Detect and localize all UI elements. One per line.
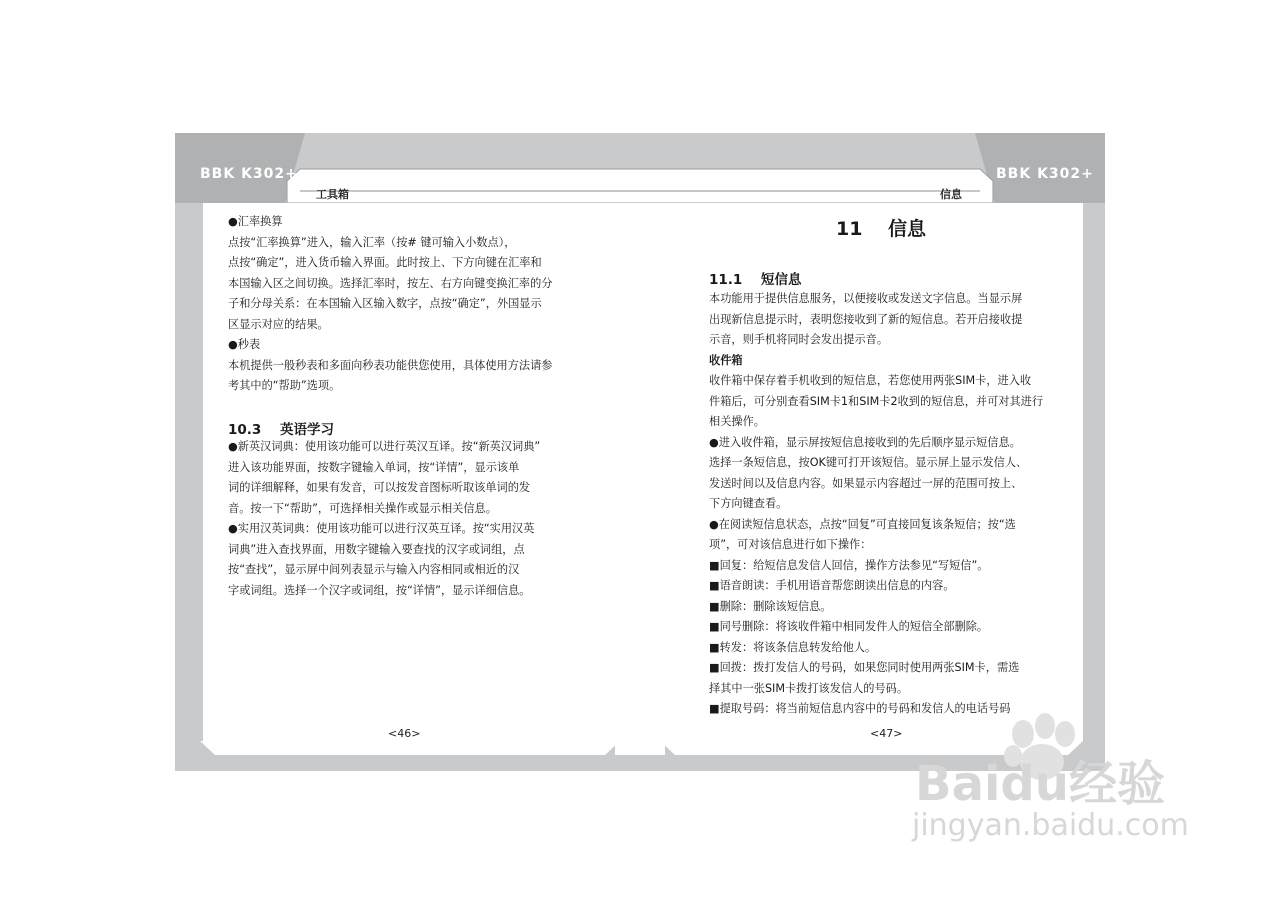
text-line: 下方向键查看。 [709, 497, 788, 510]
text-line: ■同号删除：将该收件箱中相同发件人的短信全部删除。 [709, 620, 989, 633]
section-header-right: 信息 [940, 188, 962, 201]
text-line: 择其中一张SIM卡拨打该发信人的号码。 [709, 681, 909, 695]
section-number: 11.1 [709, 272, 743, 288]
watermark-logo-text: Baidu经验 [915, 756, 1165, 812]
text-line: 字或词组。选择一个汉字或词组，按“详情”，显示详细信息。 [228, 583, 531, 597]
page-number-left: <46> [388, 727, 421, 740]
text-line: 考其中的“帮助”选项。 [228, 379, 341, 392]
text-line: 示音，则手机将同时会发出提示音。 [709, 333, 889, 346]
brand-right: BBK K302+ [996, 166, 1094, 182]
text-line: 词典”进入查找界面，用数字键输入要查找的汉字或词组，点 [228, 542, 525, 556]
text-line: ●在阅读短信息状态，点按“回复”可直接回复该条短信；按“选 [709, 517, 1016, 531]
text-line: ■转发：将该条信息转发给他人。 [709, 640, 877, 654]
text-line: ●秒表 [228, 338, 261, 351]
section-title: 英语学习 [280, 422, 334, 438]
text-line: 子和分母关系：在本国输入区输入数字，点按“确定”，外国显示 [228, 297, 542, 310]
left-block-english-learning [228, 437, 540, 601]
section-header-left: 工具箱 [316, 188, 349, 201]
text-line: 词的详细解释，如果有发音，可以按发音图标听取该单词的发 [228, 481, 531, 494]
text-line: ■删除：删除该短信息。 [709, 599, 832, 613]
page-number-right: <47> [870, 727, 903, 740]
text-line: 发送时间以及信息内容。如果显示内容超过一屏的范围可按上、 [709, 476, 1023, 490]
right-inbox-body [709, 371, 1043, 720]
text-line: 音。按一下“帮助”，可选择相关操作或显示相关信息。 [228, 501, 497, 515]
chapter-title: 信息 [888, 218, 927, 240]
text-line: ■提取号码：将当前短信息内容中的号码和发信人的电话号码 [709, 702, 1011, 715]
section-heading-11-1 [709, 268, 802, 288]
text-line: 按“查找”，显示屏中间列表显示与输入内容相同或相近的汉 [228, 563, 520, 576]
text-line: ●新英汉词典：使用该功能可以进行英汉互译。按“新英汉词典” [228, 440, 541, 453]
chapter-heading-11 [836, 214, 926, 241]
text-line: ■回复：给短信息发信人回信，操作方法参见“写短信”。 [709, 558, 989, 572]
text-line: ■回拨：拨打发信人的号码，如果您同时使用两张SIM卡，需选 [709, 661, 1020, 674]
inbox-subheading: 收件箱 [709, 353, 743, 367]
text-line: 件箱后，可分别查看SIM卡1和SIM卡2收到的短信息，并可对其进行 [709, 394, 1044, 408]
text-line: 点按“确定”，进入货币输入界面。此时按上、下方向键在汇率和 [228, 256, 542, 269]
text-line: ■语音朗读：手机用语音帮您朗读出信息的内容。 [709, 579, 955, 592]
section-heading-10-3 [228, 418, 334, 438]
text-line: 项”，可对该信息进行如下操作： [709, 538, 872, 551]
section-title: 短信息 [761, 272, 802, 288]
text-line: ●进入收件箱，显示屏按短信息接收到的先后顺序显示短信息。 [709, 435, 1021, 449]
watermark-url: jingyan.baidu.com [912, 808, 1189, 843]
text-line: ●汇率换算 [228, 215, 283, 228]
text-line: 本国输入区之间切换。选择汇率时，按左、右方向键变换汇率的分 [228, 276, 553, 290]
text-line: 选择一条短信息，按OK键可打开该短信。显示屏上显示发信人、 [709, 456, 1028, 469]
text-line: 点按“汇率换算”进入，输入汇率（按# 键可输入小数点）， [228, 235, 516, 249]
left-block-exchange-stopwatch [228, 212, 552, 397]
text-line: 出现新信息提示时，表明您接收到了新的短信息。若开启接收提 [709, 312, 1023, 326]
right-intro [709, 289, 1022, 371]
text-line: 本功能用于提供信息服务，以便接收或发送文字信息。当显示屏 [709, 292, 1023, 305]
section-number: 10.3 [228, 422, 262, 438]
text-line: 进入该功能界面，按数字键输入单词，按“详情”，显示该单 [228, 460, 520, 474]
text-line: 本机提供一般秒表和多面向秒表功能供您使用，具体使用方法请参 [228, 358, 553, 372]
text-line: 收件箱中保存着手机收到的短信息，若您使用两张SIM卡，进入收 [709, 374, 1032, 387]
brand-left: BBK K302+ [200, 166, 298, 182]
text-line: 区显示对应的结果。 [228, 317, 329, 331]
text-line: ●实用汉英词典：使用该功能可以进行汉英互译。按“实用汉英 [228, 522, 535, 535]
text-line: 相关操作。 [709, 415, 765, 428]
chapter-number: 11 [836, 218, 863, 240]
